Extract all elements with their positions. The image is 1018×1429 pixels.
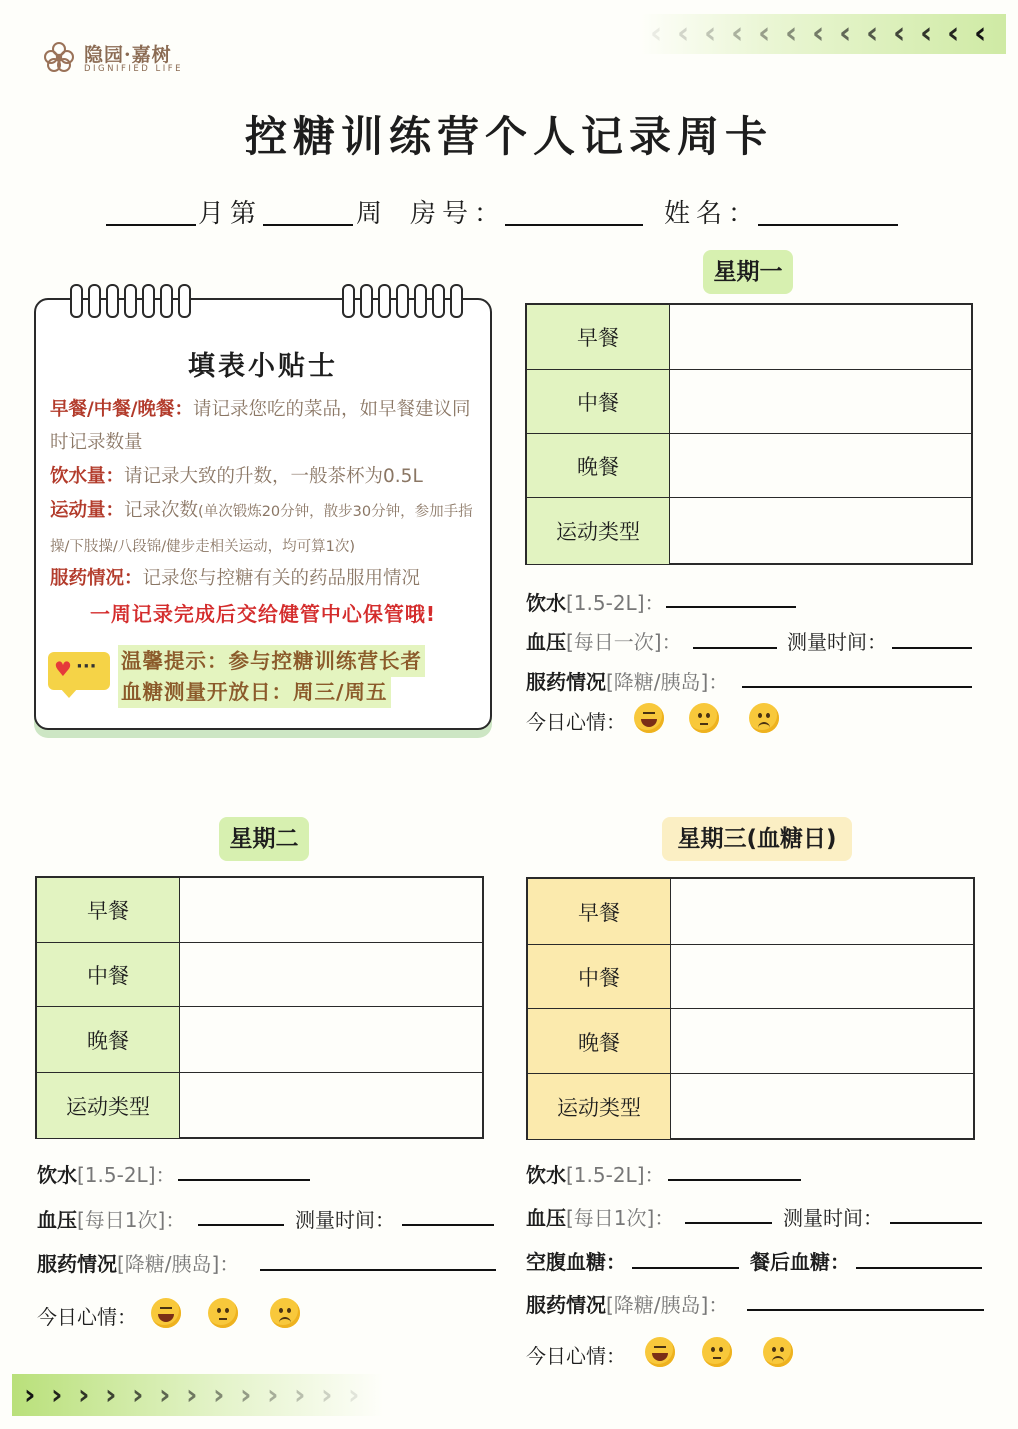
tuesday-bp-field: 血压[每日1次]：: [37, 1208, 186, 1232]
chevron-left-icon: ‹: [812, 16, 825, 51]
week-prefix-label: 第: [230, 199, 263, 229]
tip-meals: [50, 393, 486, 459]
tuesday-time-input[interactable]: [402, 1224, 494, 1226]
week-label: 周: [356, 199, 389, 229]
tuesday-med-input[interactable]: [260, 1269, 496, 1271]
brand-name: 隐园·嘉树: [84, 44, 172, 66]
tuesday-time-label: 测量时间：: [295, 1208, 395, 1232]
monday-bp-input[interactable]: [693, 647, 777, 649]
notepad-ring: [360, 284, 373, 318]
month-blank[interactable]: [106, 224, 196, 226]
table-row: [527, 433, 971, 498]
chevron-left-icon: ‹: [650, 16, 663, 51]
tuesday-water-input[interactable]: [178, 1179, 310, 1181]
chevron-left-icon: ‹: [785, 16, 798, 51]
table-row: [37, 942, 482, 1007]
table-row: [37, 878, 482, 942]
row-label-exercise: 运动类型: [527, 498, 670, 564]
notepad-ring: [432, 284, 445, 318]
name-blank[interactable]: [758, 224, 898, 226]
table-row: [528, 1073, 973, 1139]
laughing-face-icon[interactable]: [634, 703, 664, 733]
chevron-left-icon: ‹: [974, 16, 987, 51]
wednesday-label: 星期三(血糖日): [662, 817, 852, 861]
chevron-right-icon: ›: [294, 1378, 306, 1411]
chat-bubble-tail: [60, 688, 78, 698]
notepad-ring: [342, 284, 355, 318]
room-blank[interactable]: [505, 224, 643, 226]
tip-meals-text: 请记录您吃的菜品，如早餐建议同时记录数量: [50, 399, 471, 453]
wednesday-postmeal-label: 餐后血糖：: [750, 1250, 850, 1274]
monday-table: [525, 303, 973, 565]
tips-title: 填表小贴士: [188, 351, 338, 382]
chevron-right-icon: ›: [240, 1378, 252, 1411]
monday-time-label: 测量时间：: [787, 630, 887, 654]
wednesday-water-input[interactable]: [668, 1179, 801, 1181]
brand-tagline: DIGNIFIED LIFE: [84, 64, 184, 74]
chevron-right-icon: ›: [51, 1378, 63, 1411]
chevron-right-icon: ›: [78, 1378, 90, 1411]
chevron-right-icon: ›: [213, 1378, 225, 1411]
notepad-ring: [450, 284, 463, 318]
row-label-lunch: 中餐: [37, 943, 180, 1007]
tip-water-label: 饮水量：: [50, 466, 125, 487]
notepad-ring: [414, 284, 427, 318]
table-row: [37, 1072, 482, 1138]
neutral-face-icon[interactable]: [208, 1298, 238, 1328]
chevron-left-icon: ‹: [758, 16, 771, 51]
monday-med-field: 服药情况[降糖/胰岛]：: [526, 670, 729, 694]
hint-line-2: 血糖测量开放日：周三/周五: [118, 676, 391, 708]
sad-face-icon[interactable]: [270, 1298, 300, 1328]
monday-water-input[interactable]: [666, 606, 796, 608]
chevron-right-icon: ›: [321, 1378, 333, 1411]
wednesday-fasting-input[interactable]: [632, 1267, 739, 1269]
tip-water-text: 请记录大致的升数，一般茶杯为0.5L: [124, 466, 423, 487]
notepad-ring: [396, 284, 409, 318]
chevron-left-icon: ‹: [704, 16, 717, 51]
notepad-ring: [160, 284, 173, 318]
neutral-face-icon[interactable]: [689, 703, 719, 733]
chevron-right-icon: ›: [105, 1378, 117, 1411]
monday-med-input[interactable]: [742, 686, 972, 688]
tip-exercise-label: 运动量：: [50, 500, 125, 521]
chevron-right-icon: ›: [159, 1378, 171, 1411]
notepad-ring: [378, 284, 391, 318]
wednesday-bp-input[interactable]: [685, 1222, 772, 1224]
table-row: [528, 944, 973, 1009]
tuesday-water-field: 饮水[1.5-2L]：: [37, 1163, 176, 1187]
tuesday-table: [35, 876, 484, 1139]
row-label-breakfast: 早餐: [528, 879, 671, 944]
notepad-ring: [106, 284, 119, 318]
row-label-dinner: 晚餐: [527, 434, 670, 498]
monday-time-input[interactable]: [892, 647, 972, 649]
row-label-dinner: 晚餐: [37, 1007, 180, 1073]
monday-bp-field: 血压[每日一次]：: [526, 630, 682, 654]
wednesday-fasting-label: 空腹血糖：: [526, 1250, 626, 1274]
monday-mood-label: 今日心情：: [526, 710, 626, 734]
sad-face-icon[interactable]: [763, 1337, 793, 1367]
wednesday-table: [526, 877, 975, 1140]
tip-exercise-text: 记录次数: [124, 500, 199, 521]
month-label: 月: [198, 199, 231, 229]
row-label-exercise: 运动类型: [37, 1073, 180, 1138]
tip-meals-label: 早餐/中餐/晚餐：: [50, 399, 194, 420]
laughing-face-icon[interactable]: [645, 1337, 675, 1367]
table-row: [527, 305, 971, 369]
page-title: 控糖训练营个人记录周卡: [244, 112, 773, 161]
logo-flower-icon: [40, 38, 78, 76]
tip-medication: [50, 562, 486, 595]
monday-water-field: 饮水[1.5-2L]：: [526, 591, 665, 615]
notepad-ring: [70, 284, 83, 318]
chevron-left-icon: ‹: [947, 16, 960, 51]
notepad-ring: [178, 284, 191, 318]
laughing-face-icon[interactable]: [151, 1298, 181, 1328]
table-row: [528, 1008, 973, 1074]
wednesday-med-field: 服药情况[降糖/胰岛]：: [526, 1293, 729, 1317]
wednesday-water-field: 饮水[1.5-2L]：: [526, 1163, 665, 1187]
tuesday-bp-input[interactable]: [198, 1224, 284, 1226]
sad-face-icon[interactable]: [749, 703, 779, 733]
heart-icon: ♥: [54, 657, 72, 681]
table-row: [527, 369, 971, 434]
row-label-lunch: 中餐: [527, 370, 670, 434]
table-row: [527, 497, 971, 564]
tip-medication-text: 记录您与控糖有关的药品服用情况: [142, 568, 421, 589]
chevron-left-icon: ‹: [839, 16, 852, 51]
row-label-breakfast: 早餐: [37, 878, 180, 942]
notepad-ring: [142, 284, 155, 318]
chevron-right-icon: ›: [267, 1378, 279, 1411]
bottom-chevron-band: [12, 1374, 384, 1416]
name-label: 姓名：: [664, 199, 761, 229]
chevron-right-icon: ›: [348, 1378, 360, 1411]
chevron-left-icon: ‹: [920, 16, 933, 51]
chevron-right-icon: ›: [24, 1378, 36, 1411]
wednesday-time-label: 测量时间：: [783, 1206, 883, 1230]
ellipsis-icon: ···: [76, 656, 97, 677]
wednesday-postmeal-input[interactable]: [856, 1267, 982, 1269]
chevron-right-icon: ›: [186, 1378, 198, 1411]
room-label: 房号：: [410, 199, 507, 229]
tip-medication-label: 服药情况：: [50, 568, 143, 589]
wednesday-med-input[interactable]: [747, 1309, 984, 1311]
row-label-exercise: 运动类型: [528, 1074, 671, 1139]
chevron-left-icon: ‹: [677, 16, 690, 51]
table-row: [37, 1006, 482, 1073]
wednesday-bp-field: 血压[每日1次]：: [526, 1206, 675, 1230]
tips-warning: 一周记录完成后交给健管中心保管哦!: [89, 602, 437, 626]
chevron-left-icon: ‹: [893, 16, 906, 51]
chevron-right-icon: ›: [132, 1378, 144, 1411]
chevron-left-icon: ‹: [866, 16, 879, 51]
tuesday-mood-label: 今日心情：: [37, 1305, 137, 1329]
wednesday-mood-label: 今日心情：: [526, 1344, 626, 1368]
monday-label: 星期一: [703, 250, 793, 294]
tip-water: [50, 460, 486, 493]
wednesday-time-input[interactable]: [890, 1222, 982, 1224]
notepad-ring: [88, 284, 101, 318]
hint-line-1: 温馨提示：参与控糖训练营长者: [118, 645, 425, 677]
tuesday-label: 星期二: [219, 817, 309, 861]
row-label-dinner: 晚餐: [528, 1009, 671, 1074]
tip-exercise: [50, 494, 486, 564]
chevron-left-icon: ‹: [731, 16, 744, 51]
neutral-face-icon[interactable]: [702, 1337, 732, 1367]
row-label-breakfast: 早餐: [527, 305, 670, 369]
tuesday-med-field: 服药情况[降糖/胰岛]：: [37, 1252, 240, 1276]
week-blank[interactable]: [263, 224, 353, 226]
row-label-lunch: 中餐: [528, 945, 671, 1009]
tip-exercise-note: (单次锻炼20分钟，散步30分钟，参加手指操/下肢操/八段锦/健步走相关运动，均可算1次): [50, 504, 473, 555]
notepad-ring: [124, 284, 137, 318]
top-chevron-band: [640, 14, 1006, 54]
table-row: [528, 879, 973, 944]
